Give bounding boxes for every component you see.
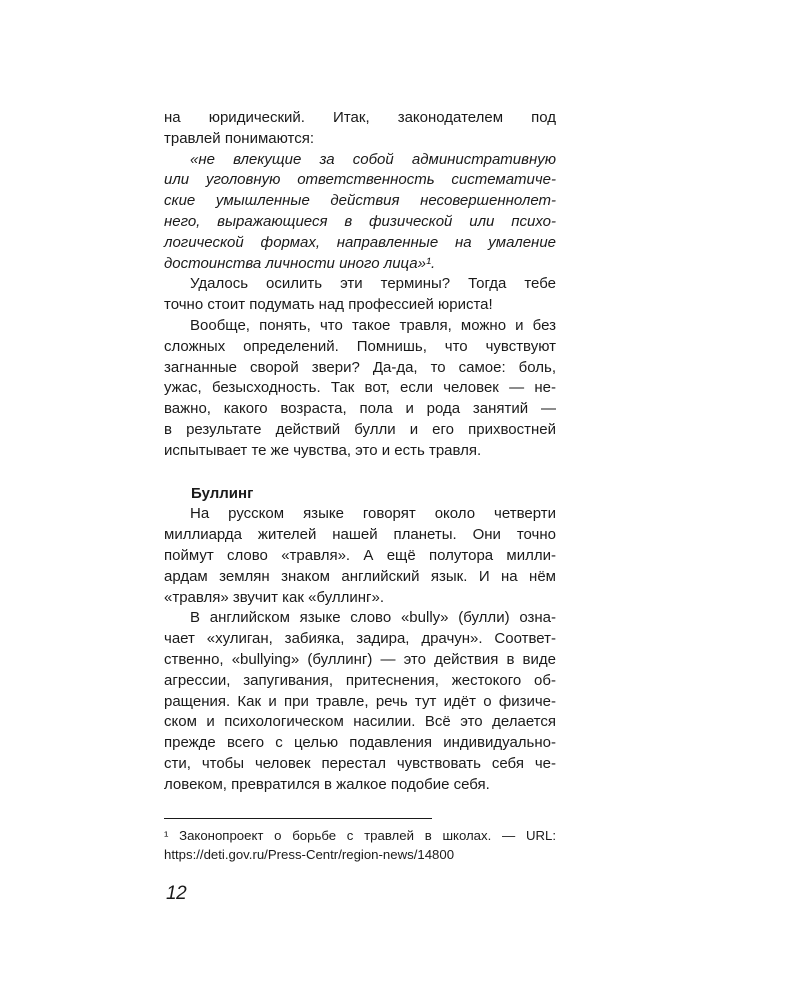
quote-line: «не влекущие за собой административную: [190, 150, 556, 168]
text-line: Вообще, понять, что такое травля, можно и без: [190, 316, 556, 334]
text-line: агрессии, запугивания, притеснения, жестокого об-: [164, 671, 556, 689]
text-line: ском и психологическом насилии. Всё это делается: [164, 713, 556, 731]
quote-line: ские умышленные действия несовершеннолет-: [164, 192, 556, 210]
footnote: [164, 826, 556, 864]
text-line: ужас, безысходность. Так вот, если человек — не-: [164, 379, 556, 397]
text-line: чает «хулиган, забияка, задира, драчун». Соответ-: [164, 630, 556, 648]
text-line: В английском языке слово «bully» (булли) озна-: [190, 609, 556, 627]
text-line: испытывает те же чувства, это и есть травля.: [164, 441, 482, 459]
text-line: На русском языке говорят около четверти: [190, 505, 556, 523]
text-line: точно стоит подумать над профессией юриста!: [164, 296, 493, 314]
text-line: миллиарда жителей нашей планеты. Они точно: [164, 526, 556, 544]
page-body: [164, 108, 556, 796]
page-number: 12: [166, 883, 187, 904]
text-line: ращения. Как и при травле, речь тут идёт о физиче-: [164, 692, 556, 710]
text-line: на юридический. Итак, законодателем под: [164, 109, 556, 126]
text-line: поймут слово «травля». А ещё полутора милли-: [164, 546, 556, 564]
footnote-divider: [164, 818, 432, 819]
text-line: «травля» звучит как «буллинг».: [164, 588, 385, 606]
text-line: важно, какого возраста, пола и рода занятий —: [164, 400, 556, 418]
text-line: ардам землян знаком английский язык. И на нём: [164, 567, 556, 585]
text-line: ственно, «bullying» (буллинг) — это действия в виде: [164, 650, 556, 668]
quote-line: или уголовную ответственность систематиче-: [164, 171, 556, 189]
section-heading: Буллинг: [191, 484, 254, 502]
footnote-url: https://deti.gov.ru/Press-Centr/region-news/14800: [164, 847, 455, 862]
text-line: Удалось осилить эти термины? Тогда тебе: [190, 275, 556, 293]
quote-line: него, выражающиеся в физической или психо-: [164, 212, 556, 230]
text-line: травлей понимаются:: [164, 129, 315, 147]
text-line: сложных определений. Помнишь, что чувствуют: [164, 337, 556, 355]
quote-line: логической формах, направленные на умаление: [164, 233, 556, 251]
text-line: прежде всего с целью подавления индивидуально-: [164, 734, 556, 752]
footnote-line: ¹ Законопроект о борьбе с травлей в школах. — URL:: [164, 828, 556, 843]
text-line: сти, чтобы человек перестал чувствовать себя че-: [164, 754, 556, 772]
quote-line: достоинства личности иного лица»¹.: [164, 254, 436, 272]
text-line: в результате действий булли и его прихвостней: [164, 420, 556, 438]
text-line: ловеком, превратился в жалкое подобие себя.: [164, 775, 490, 793]
text-line: загнанные сворой звери? Да-да, то самое: боль,: [164, 358, 556, 376]
